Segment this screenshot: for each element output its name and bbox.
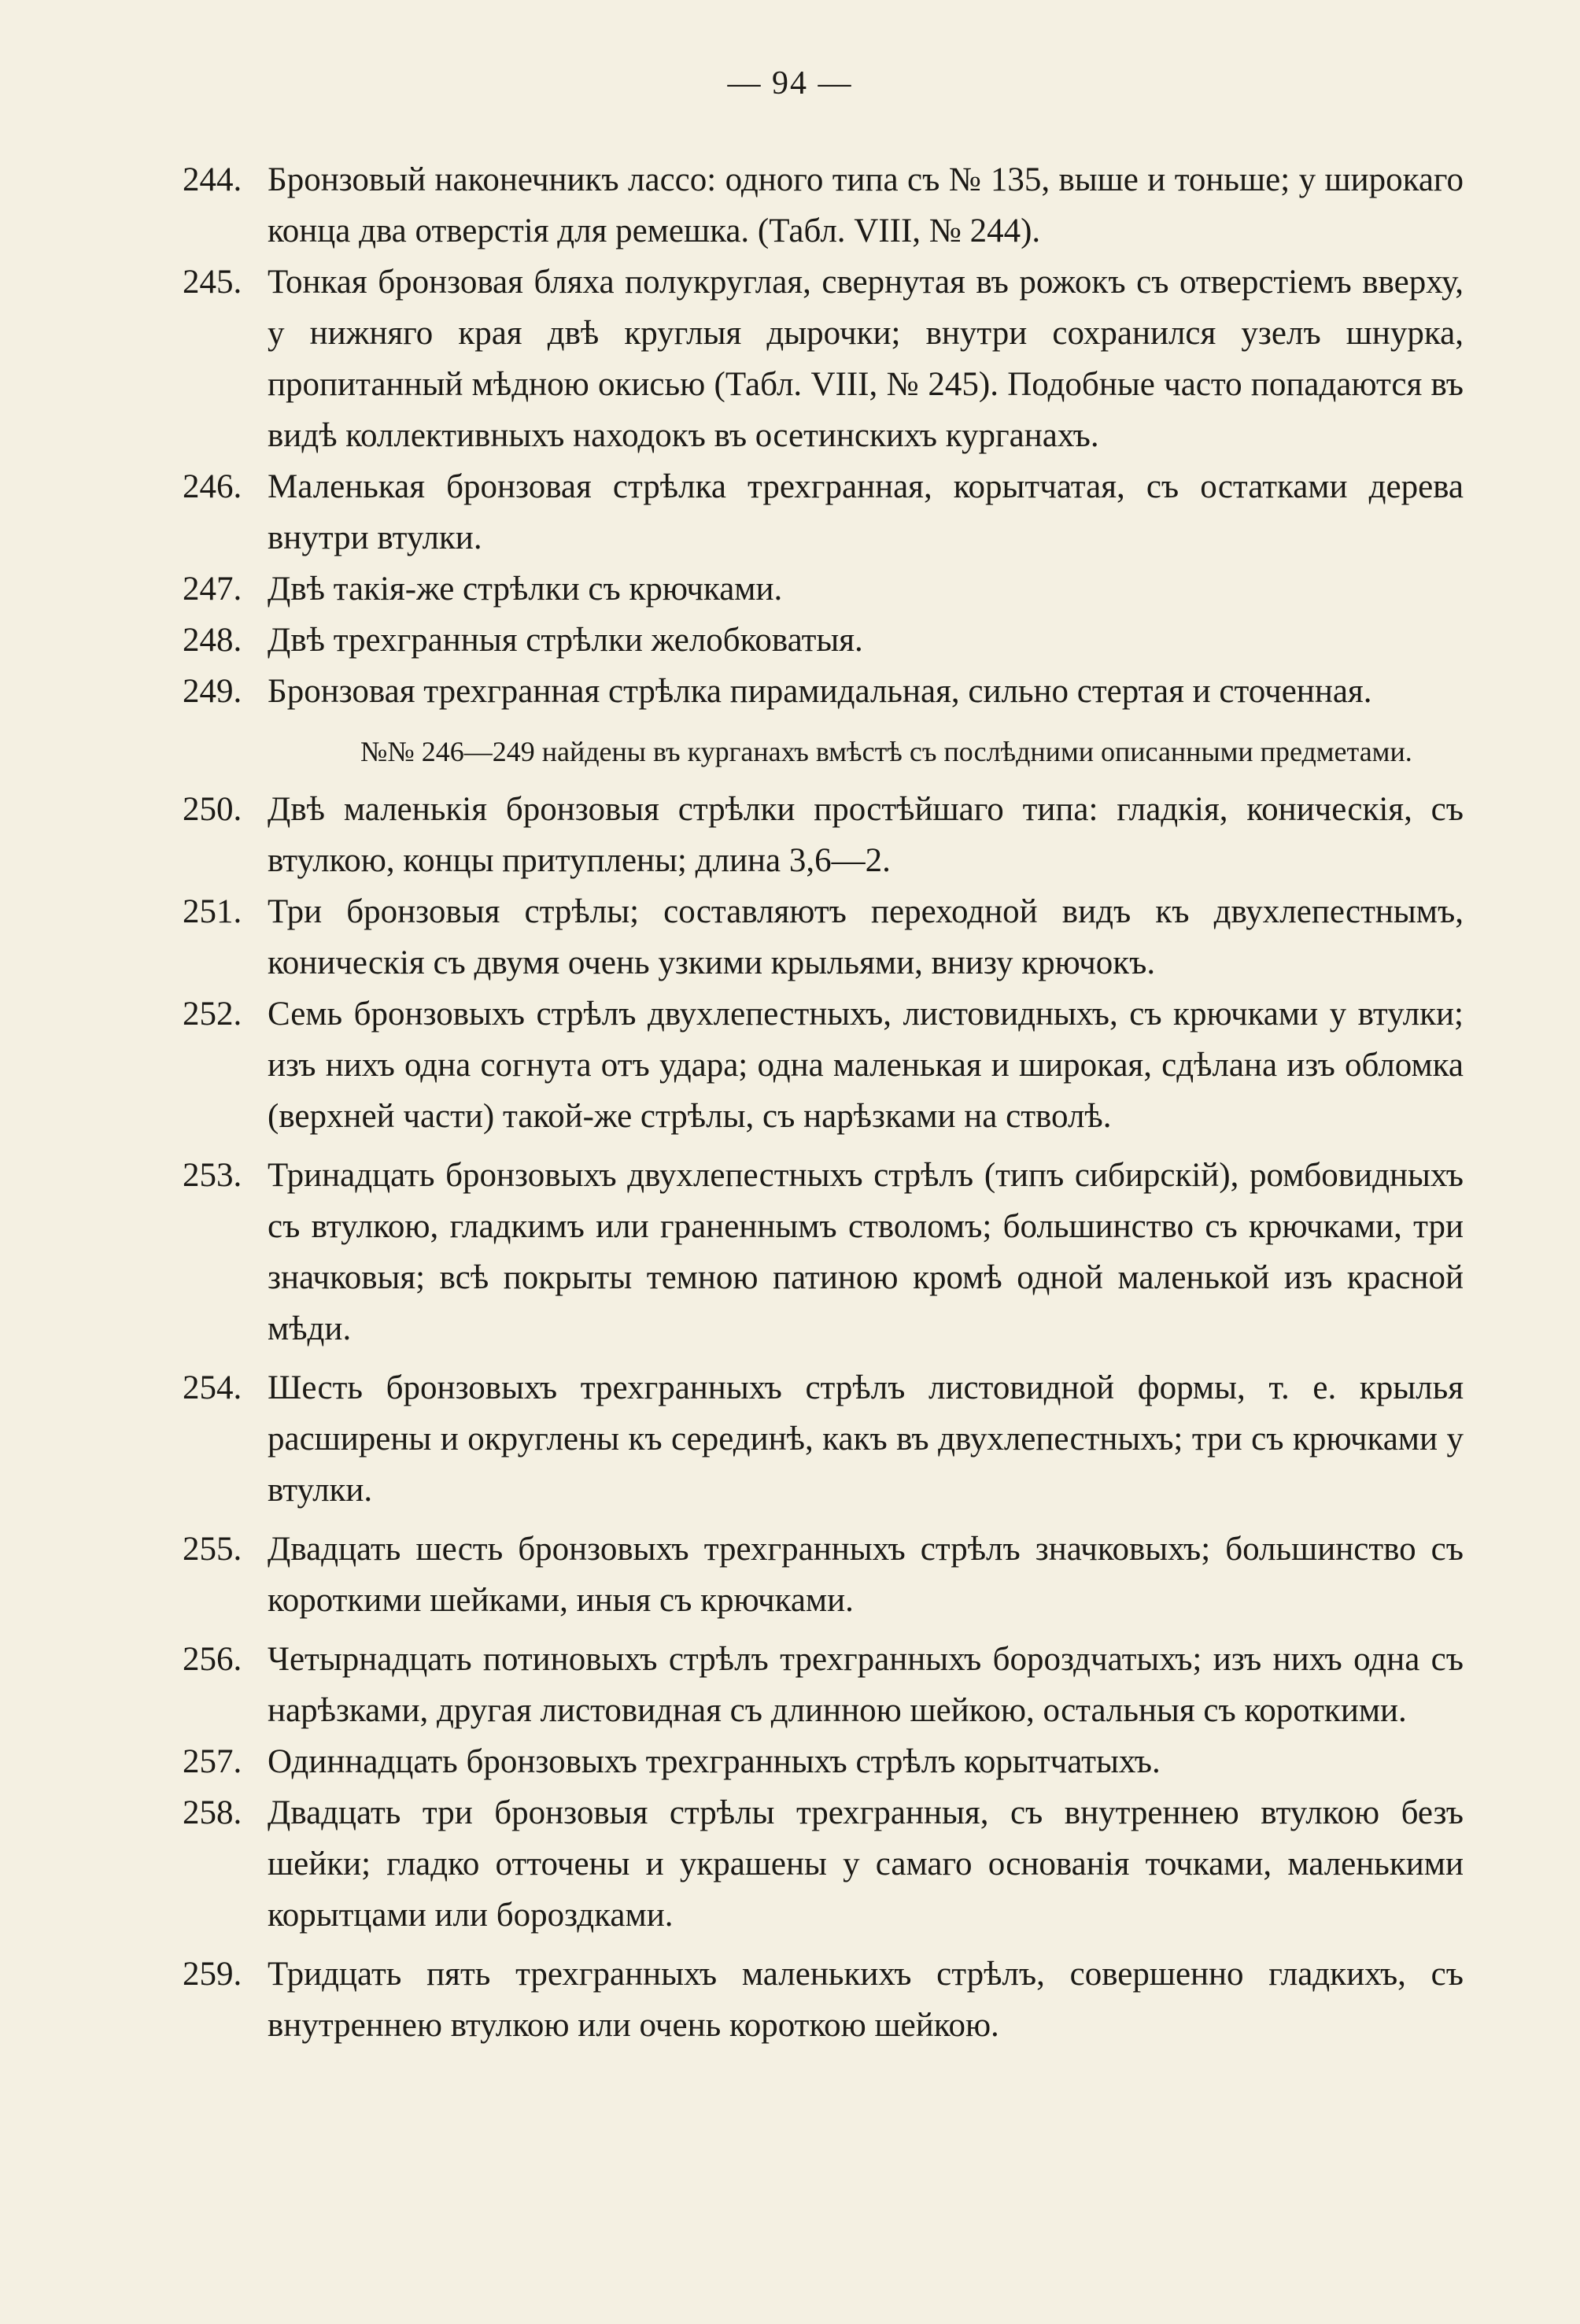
entry-259 bbox=[183, 1949, 1464, 2051]
page-number: — 94 — bbox=[727, 65, 853, 102]
entry-245 bbox=[183, 257, 1464, 461]
entry-text: Двѣ маленькія бронзовыя стрѣлки простѣйшаго типа: гладкія, коническія, съ втулкою, концы притуплены; длина 3,6—2. bbox=[268, 791, 1464, 879]
entry-text: Шесть бронзовыхъ трехгранныхъ стрѣлъ листовидной формы, т. е. крылья расширены и округлены къ серединѣ, какъ въ двухлепестныхъ; три съ крючками у втулки. bbox=[268, 1369, 1464, 1509]
entry-247 bbox=[183, 563, 1464, 615]
entry-text: Четырнадцать потиновыхъ стрѣлъ трехгранныхъ бороздчатыхъ; изъ нихъ одна съ нарѣзками, другая листовидная съ длинною шейкою, остальныя съ короткими. bbox=[268, 1641, 1464, 1729]
entry-number: 245. bbox=[183, 264, 242, 301]
entry-255 bbox=[183, 1524, 1464, 1626]
entry-number: 255. bbox=[183, 1531, 242, 1568]
entry-number: 247. bbox=[183, 571, 242, 608]
entry-number: 244. bbox=[183, 161, 242, 198]
entry-number: 249. bbox=[183, 673, 242, 710]
entry-text: Двадцать шесть бронзовыхъ трехгранныхъ стрѣлъ значковыхъ; большинство съ короткими шейками, иныя съ крючками. bbox=[268, 1531, 1464, 1619]
entry-number: 253. bbox=[183, 1157, 242, 1194]
entry-number: 248. bbox=[183, 622, 242, 659]
entry-246 bbox=[183, 461, 1464, 563]
entry-258 bbox=[183, 1787, 1464, 1941]
entry-256 bbox=[183, 1634, 1464, 1736]
entry-254 bbox=[183, 1362, 1464, 1516]
entry-text: Тонкая бронзовая бляха полукруглая, свернутая въ рожокъ съ отверстіемъ вверху, у нижняго края двѣ круглыя дырочки; внутри сохранился узелъ шнурка, пропитанный мѣдною окисью (Табл. VIII, № 245). Подобные часто попадаются въ видѣ коллективныхъ находокъ въ осетинскихъ курганахъ. bbox=[268, 264, 1464, 454]
entry-250 bbox=[183, 784, 1464, 886]
entry-248 bbox=[183, 615, 1464, 666]
entry-number: 250. bbox=[183, 791, 242, 828]
entry-number: 252. bbox=[183, 996, 242, 1033]
entry-253 bbox=[183, 1150, 1464, 1354]
entry-text: Семь бронзовыхъ стрѣлъ двухлепестныхъ, листовидныхъ, съ крючками у втулки; изъ нихъ одна согнута отъ удара; одна маленькая и широкая, сдѣлана изъ обломка (верхней части) такой-же стрѣлы, съ нарѣзками на стволѣ. bbox=[268, 996, 1464, 1135]
entry-257 bbox=[183, 1736, 1464, 1787]
entry-number: 251. bbox=[183, 893, 242, 930]
entry-251 bbox=[183, 886, 1464, 988]
entry-number: 257. bbox=[183, 1743, 242, 1780]
entry-text: Три бронзовыя стрѣлы; составляютъ переходной видъ къ двухлепестнымъ, коническія съ двумя очень узкими крыльями, внизу крючокъ. bbox=[268, 893, 1464, 981]
entry-text: Бронзовая трехгранная стрѣлка пирамидальная, сильно стертая и сточенная. bbox=[268, 673, 1372, 710]
entry-text: Маленькая бронзовая стрѣлка трехгранная, корытчатая, съ остатками дерева внутри втулки. bbox=[268, 468, 1464, 556]
entry-number: 246. bbox=[183, 468, 242, 505]
footnote-note: №№ 246—249 найдены въ курганахъ вмѣстѣ съ послѣдними описанными предметами. bbox=[360, 736, 1412, 767]
entry-text: Двѣ трехгранныя стрѣлки желобковатыя. bbox=[268, 622, 863, 659]
entry-text: Двадцать три бронзовыя стрѣлы трехгранныя, съ внутреннею втулкою безъ шейки; гладко отточены и украшены у самаго основанія точками, маленькими корытцами или бороздками. bbox=[268, 1794, 1464, 1934]
entry-number: 258. bbox=[183, 1794, 242, 1831]
entry-text: Тринадцать бронзовыхъ двухлепестныхъ стрѣлъ (типъ сибирскій), ромбовидныхъ съ втулкою, гладкимъ или граненнымъ стволомъ; большинство съ крючками, три значковыя; всѣ покрыты темною патиною кромѣ одной маленькой изъ красной мѣди. bbox=[268, 1157, 1464, 1347]
entry-text: Одиннадцать бронзовыхъ трехгранныхъ стрѣлъ корытчатыхъ. bbox=[268, 1743, 1161, 1780]
entry-252 bbox=[183, 988, 1464, 1142]
entry-249 bbox=[183, 666, 1464, 717]
entry-text: Тридцать пять трехгранныхъ маленькихъ стрѣлъ, совершенно гладкихъ, съ внутреннею втулкою или очень короткою шейкою. bbox=[268, 1956, 1464, 2044]
entries-list bbox=[183, 154, 1464, 2051]
entry-number: 259. bbox=[183, 1956, 242, 1993]
entry-244 bbox=[183, 154, 1464, 257]
entry-number: 254. bbox=[183, 1369, 242, 1406]
entry-text: Бронзовый наконечникъ лассо: одного типа съ № 135, выше и тоньше; у широкаго конца два отверстія для ремешка. (Табл. VIII, № 244). bbox=[268, 161, 1464, 249]
entry-number: 256. bbox=[183, 1641, 242, 1678]
entry-text: Двѣ такія-же стрѣлки съ крючками. bbox=[268, 571, 783, 608]
